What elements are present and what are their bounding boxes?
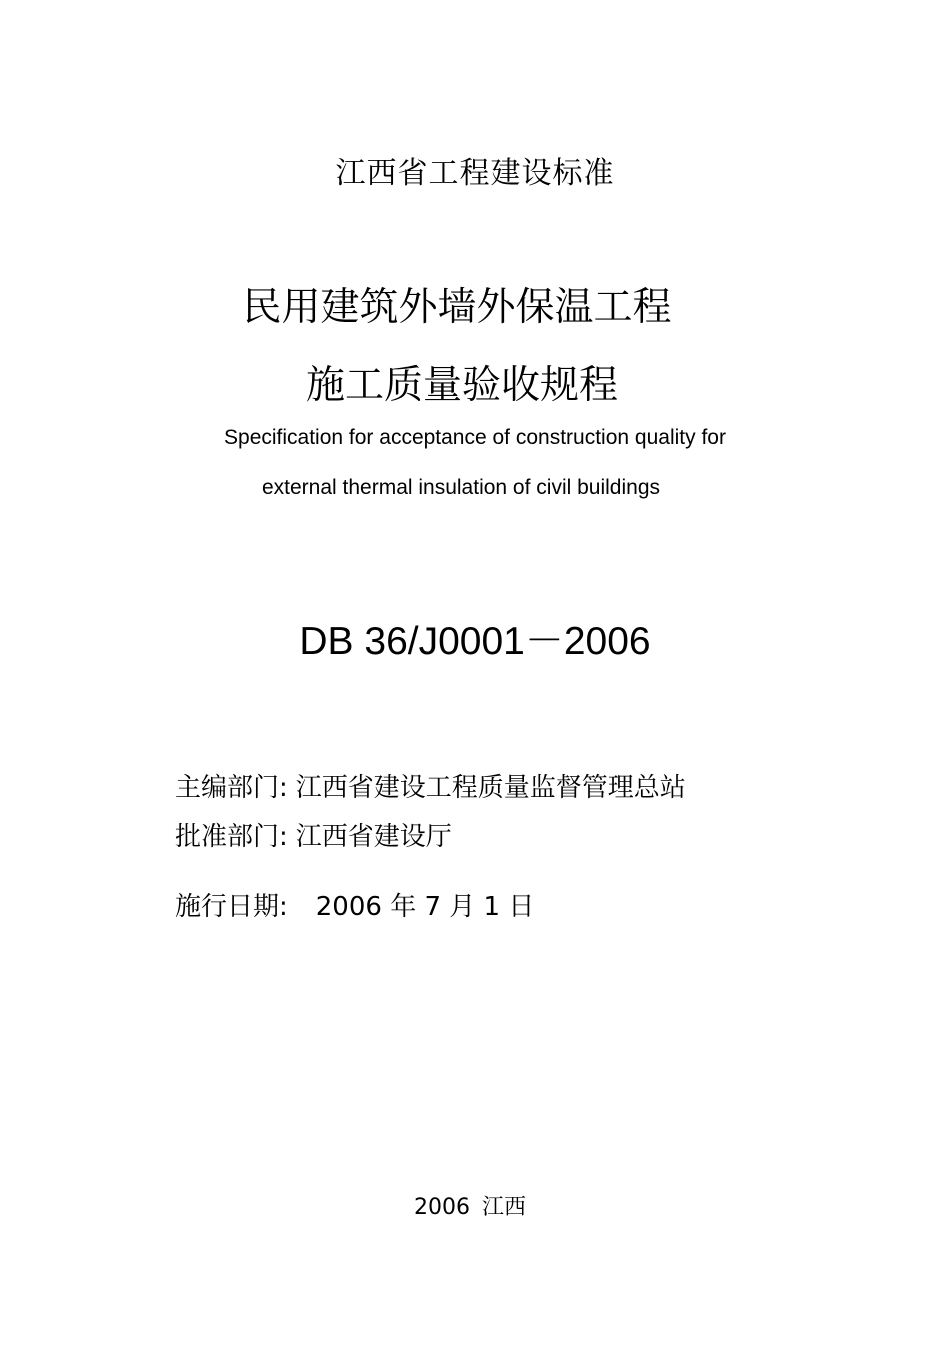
footer-imprint <box>0 1190 945 1221</box>
effective-date-row <box>175 886 534 923</box>
editor-value: 江西省建设工程质量监督管理总站 <box>295 773 686 803</box>
english-subtitle-line-1: Specification for acceptance of construction quality for <box>224 426 726 449</box>
editor-row <box>175 767 686 804</box>
effective-date-label: 施行日期: <box>175 892 288 922</box>
document-title-line-1: 民用建筑外墙外保温工程 <box>242 285 672 330</box>
footer-place: 江西 <box>481 1195 526 1220</box>
english-subtitle-line-2: external thermal insulation of civil buildings <box>261 476 661 499</box>
approver-value: 江西省建设厅 <box>295 822 452 852</box>
effective-date-value: 2006 年 7 月 1 日 <box>315 892 535 922</box>
standard-category: 江西省工程建设标准 <box>335 156 615 191</box>
approver-label: 批准部门: <box>175 822 288 852</box>
approver-row <box>175 816 452 853</box>
document-title-line-2: 施工质量验收规程 <box>305 363 618 408</box>
standard-code: DB 36/J0001－2006 <box>299 620 651 663</box>
footer-year: 2006 <box>413 1195 470 1220</box>
editor-label: 主编部门: <box>175 773 288 803</box>
